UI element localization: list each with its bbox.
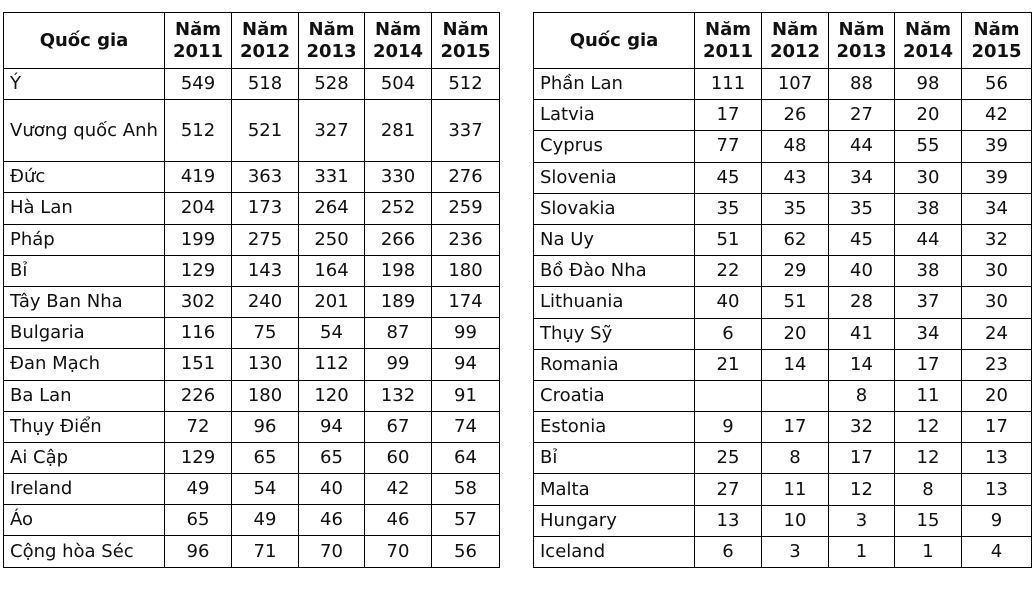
- value-cell: 99: [365, 349, 432, 380]
- value-cell: 9: [962, 505, 1032, 536]
- country-cell: Lithuania: [534, 287, 695, 318]
- value-cell: 41: [829, 318, 895, 349]
- value-cell: 15: [895, 505, 962, 536]
- value-cell: 173: [232, 193, 299, 224]
- table-row: [534, 193, 1032, 224]
- value-cell: 38: [895, 256, 962, 287]
- country-cell: Thụy Điển: [4, 411, 165, 442]
- table-row: [534, 505, 1032, 536]
- country-cell: Đan Mạch: [4, 349, 165, 380]
- country-cell: Tây Ban Nha: [4, 286, 165, 317]
- value-cell: 111: [695, 69, 762, 100]
- value-cell: 129: [165, 255, 232, 286]
- value-cell: 419: [165, 162, 232, 193]
- value-cell: 35: [829, 193, 895, 224]
- table-row: [534, 412, 1032, 443]
- value-cell: 45: [829, 224, 895, 255]
- value-cell: 6: [695, 536, 762, 567]
- value-cell: [695, 380, 762, 411]
- table-row: [4, 286, 500, 317]
- year-column-header: Năm 2012: [762, 13, 829, 69]
- value-cell: 521: [232, 100, 299, 162]
- value-cell: 34: [895, 318, 962, 349]
- value-cell: 264: [299, 193, 365, 224]
- table-row: [4, 380, 500, 411]
- value-cell: 120: [299, 380, 365, 411]
- year-column-header: Năm 2015: [432, 13, 500, 69]
- value-cell: 180: [432, 255, 500, 286]
- year-column-header: Năm 2015: [962, 13, 1032, 69]
- year-column-header: Năm 2013: [299, 13, 365, 69]
- table-row: [534, 162, 1032, 193]
- country-cell: Cyprus: [534, 131, 695, 162]
- country-cell: Pháp: [4, 224, 165, 255]
- value-cell: 32: [962, 224, 1032, 255]
- country-cell: Croatia: [534, 380, 695, 411]
- value-cell: 151: [165, 349, 232, 380]
- value-cell: 8: [762, 443, 829, 474]
- value-cell: 3: [829, 505, 895, 536]
- value-cell: 4: [962, 536, 1032, 567]
- value-cell: 226: [165, 380, 232, 411]
- value-cell: 143: [232, 255, 299, 286]
- value-cell: 164: [299, 255, 365, 286]
- table-row: [4, 162, 500, 193]
- value-cell: 43: [762, 162, 829, 193]
- value-cell: 17: [962, 412, 1032, 443]
- value-cell: 528: [299, 69, 365, 100]
- value-cell: 240: [232, 286, 299, 317]
- value-cell: 70: [365, 536, 432, 567]
- value-cell: 25: [695, 443, 762, 474]
- value-cell: 70: [299, 536, 365, 567]
- year-column-header: Năm 2012: [232, 13, 299, 69]
- country-column-header: Quốc gia: [4, 13, 165, 69]
- value-cell: 12: [895, 412, 962, 443]
- value-cell: 17: [695, 100, 762, 131]
- value-cell: 23: [962, 349, 1032, 380]
- value-cell: 34: [829, 162, 895, 193]
- country-cell: Hungary: [534, 505, 695, 536]
- country-cell: Áo: [4, 505, 165, 536]
- value-cell: 266: [365, 224, 432, 255]
- value-cell: 55: [895, 131, 962, 162]
- value-cell: 250: [299, 224, 365, 255]
- value-cell: 28: [829, 287, 895, 318]
- value-cell: 8: [895, 474, 962, 505]
- value-cell: 40: [829, 256, 895, 287]
- value-cell: 174: [432, 286, 500, 317]
- value-cell: 281: [365, 100, 432, 162]
- value-cell: 72: [165, 411, 232, 442]
- header-row: [4, 13, 500, 69]
- value-cell: 130: [232, 349, 299, 380]
- year-column-header: Năm 2014: [895, 13, 962, 69]
- value-cell: 337: [432, 100, 500, 162]
- value-cell: 64: [432, 442, 500, 473]
- value-cell: 327: [299, 100, 365, 162]
- value-cell: 20: [962, 380, 1032, 411]
- value-cell: 57: [432, 505, 500, 536]
- value-cell: 39: [962, 131, 1032, 162]
- value-cell: 302: [165, 286, 232, 317]
- value-cell: 58: [432, 474, 500, 505]
- table-row: [534, 100, 1032, 131]
- value-cell: 49: [165, 474, 232, 505]
- value-cell: 13: [962, 443, 1032, 474]
- value-cell: 26: [762, 100, 829, 131]
- table-row: [4, 442, 500, 473]
- value-cell: 13: [962, 474, 1032, 505]
- value-cell: 51: [695, 224, 762, 255]
- value-cell: 9: [695, 412, 762, 443]
- country-cell: Bồ Đào Nha: [534, 256, 695, 287]
- table-row: [4, 536, 500, 567]
- value-cell: 74: [432, 411, 500, 442]
- country-cell: Iceland: [534, 536, 695, 567]
- table-row: [534, 536, 1032, 567]
- country-cell: Phần Lan: [534, 69, 695, 100]
- value-cell: 46: [299, 505, 365, 536]
- value-cell: 30: [962, 256, 1032, 287]
- year-column-header: Năm 2013: [829, 13, 895, 69]
- value-cell: 204: [165, 193, 232, 224]
- value-cell: 17: [762, 412, 829, 443]
- value-cell: 21: [695, 349, 762, 380]
- value-cell: 1: [895, 536, 962, 567]
- value-cell: 275: [232, 224, 299, 255]
- table-row: [534, 380, 1032, 411]
- country-cell: Thụy Sỹ: [534, 318, 695, 349]
- value-cell: 14: [829, 349, 895, 380]
- value-cell: 3: [762, 536, 829, 567]
- value-cell: 180: [232, 380, 299, 411]
- value-cell: 363: [232, 162, 299, 193]
- value-cell: 44: [829, 131, 895, 162]
- country-cell: Ireland: [4, 474, 165, 505]
- country-cell: Đức: [4, 162, 165, 193]
- value-cell: 65: [232, 442, 299, 473]
- value-cell: 22: [695, 256, 762, 287]
- value-cell: 54: [232, 474, 299, 505]
- value-cell: 71: [232, 536, 299, 567]
- value-cell: 17: [829, 443, 895, 474]
- value-cell: 96: [232, 411, 299, 442]
- table-row: [534, 474, 1032, 505]
- value-cell: 259: [432, 193, 500, 224]
- value-cell: 30: [895, 162, 962, 193]
- value-cell: 116: [165, 318, 232, 349]
- value-cell: 252: [365, 193, 432, 224]
- value-cell: 65: [299, 442, 365, 473]
- value-cell: 29: [762, 256, 829, 287]
- value-cell: 27: [695, 474, 762, 505]
- value-cell: 12: [829, 474, 895, 505]
- value-cell: 65: [165, 505, 232, 536]
- table-row: [4, 224, 500, 255]
- value-cell: 94: [299, 411, 365, 442]
- country-cell: Cộng hòa Séc: [4, 536, 165, 567]
- value-cell: 518: [232, 69, 299, 100]
- country-column-header: Quốc gia: [534, 13, 695, 69]
- value-cell: 331: [299, 162, 365, 193]
- country-cell: Ý: [4, 69, 165, 100]
- value-cell: 276: [432, 162, 500, 193]
- country-cell: Romania: [534, 349, 695, 380]
- table-row: [534, 349, 1032, 380]
- value-cell: 198: [365, 255, 432, 286]
- value-cell: 45: [695, 162, 762, 193]
- country-cell: Slovakia: [534, 193, 695, 224]
- year-column-header: Năm 2011: [695, 13, 762, 69]
- value-cell: 132: [365, 380, 432, 411]
- value-cell: 62: [762, 224, 829, 255]
- value-cell: 40: [299, 474, 365, 505]
- table-row: [4, 474, 500, 505]
- value-cell: 549: [165, 69, 232, 100]
- value-cell: 30: [962, 287, 1032, 318]
- value-cell: 56: [962, 69, 1032, 100]
- table-row: [534, 443, 1032, 474]
- value-cell: 77: [695, 131, 762, 162]
- country-cell: Na Uy: [534, 224, 695, 255]
- value-cell: 20: [895, 100, 962, 131]
- table-row: [534, 318, 1032, 349]
- value-cell: 512: [432, 69, 500, 100]
- value-cell: 189: [365, 286, 432, 317]
- table-row: [534, 224, 1032, 255]
- country-cell: Vương quốc Anh: [4, 100, 165, 162]
- value-cell: 87: [365, 318, 432, 349]
- value-cell: 35: [762, 193, 829, 224]
- table-row: [4, 193, 500, 224]
- value-cell: 112: [299, 349, 365, 380]
- value-cell: 96: [165, 536, 232, 567]
- table-row: [534, 69, 1032, 100]
- value-cell: 88: [829, 69, 895, 100]
- year-column-header: Năm 2014: [365, 13, 432, 69]
- value-cell: 94: [432, 349, 500, 380]
- country-cell: Ba Lan: [4, 380, 165, 411]
- country-cell: Bỉ: [4, 255, 165, 286]
- value-cell: 40: [695, 287, 762, 318]
- value-cell: 17: [895, 349, 962, 380]
- value-cell: 49: [232, 505, 299, 536]
- value-cell: 37: [895, 287, 962, 318]
- table-row: [4, 318, 500, 349]
- table-row: [534, 287, 1032, 318]
- value-cell: 236: [432, 224, 500, 255]
- country-cell: Slovenia: [534, 162, 695, 193]
- value-cell: 42: [365, 474, 432, 505]
- country-cell: Bulgaria: [4, 318, 165, 349]
- table-row: [534, 131, 1032, 162]
- value-cell: 44: [895, 224, 962, 255]
- value-cell: 32: [829, 412, 895, 443]
- value-cell: 67: [365, 411, 432, 442]
- left-data-table: [3, 12, 500, 568]
- value-cell: 51: [762, 287, 829, 318]
- value-cell: 504: [365, 69, 432, 100]
- value-cell: 27: [829, 100, 895, 131]
- value-cell: 11: [762, 474, 829, 505]
- table-row: [4, 505, 500, 536]
- country-cell: Estonia: [534, 412, 695, 443]
- value-cell: 91: [432, 380, 500, 411]
- table-row: [4, 100, 500, 162]
- value-cell: 129: [165, 442, 232, 473]
- value-cell: 8: [829, 380, 895, 411]
- table-row: [4, 69, 500, 100]
- value-cell: 56: [432, 536, 500, 567]
- value-cell: 201: [299, 286, 365, 317]
- value-cell: 330: [365, 162, 432, 193]
- value-cell: [762, 380, 829, 411]
- value-cell: 35: [695, 193, 762, 224]
- value-cell: 13: [695, 505, 762, 536]
- value-cell: 75: [232, 318, 299, 349]
- value-cell: 99: [432, 318, 500, 349]
- country-cell: Malta: [534, 474, 695, 505]
- value-cell: 54: [299, 318, 365, 349]
- value-cell: 6: [695, 318, 762, 349]
- country-cell: Ai Cập: [4, 442, 165, 473]
- table-row: [4, 255, 500, 286]
- header-row: [534, 13, 1032, 69]
- right-data-table: [533, 12, 1032, 568]
- value-cell: 46: [365, 505, 432, 536]
- value-cell: 12: [895, 443, 962, 474]
- value-cell: 24: [962, 318, 1032, 349]
- value-cell: 42: [962, 100, 1032, 131]
- value-cell: 38: [895, 193, 962, 224]
- value-cell: 39: [962, 162, 1032, 193]
- value-cell: 11: [895, 380, 962, 411]
- value-cell: 98: [895, 69, 962, 100]
- table-row: [534, 256, 1032, 287]
- value-cell: 107: [762, 69, 829, 100]
- value-cell: 512: [165, 100, 232, 162]
- table-row: [4, 411, 500, 442]
- value-cell: 199: [165, 224, 232, 255]
- country-cell: Hà Lan: [4, 193, 165, 224]
- country-cell: Latvia: [534, 100, 695, 131]
- value-cell: 14: [762, 349, 829, 380]
- value-cell: 20: [762, 318, 829, 349]
- value-cell: 10: [762, 505, 829, 536]
- value-cell: 60: [365, 442, 432, 473]
- country-cell: Bỉ: [534, 443, 695, 474]
- table-row: [4, 349, 500, 380]
- value-cell: 48: [762, 131, 829, 162]
- value-cell: 34: [962, 193, 1032, 224]
- year-column-header: Năm 2011: [165, 13, 232, 69]
- value-cell: 1: [829, 536, 895, 567]
